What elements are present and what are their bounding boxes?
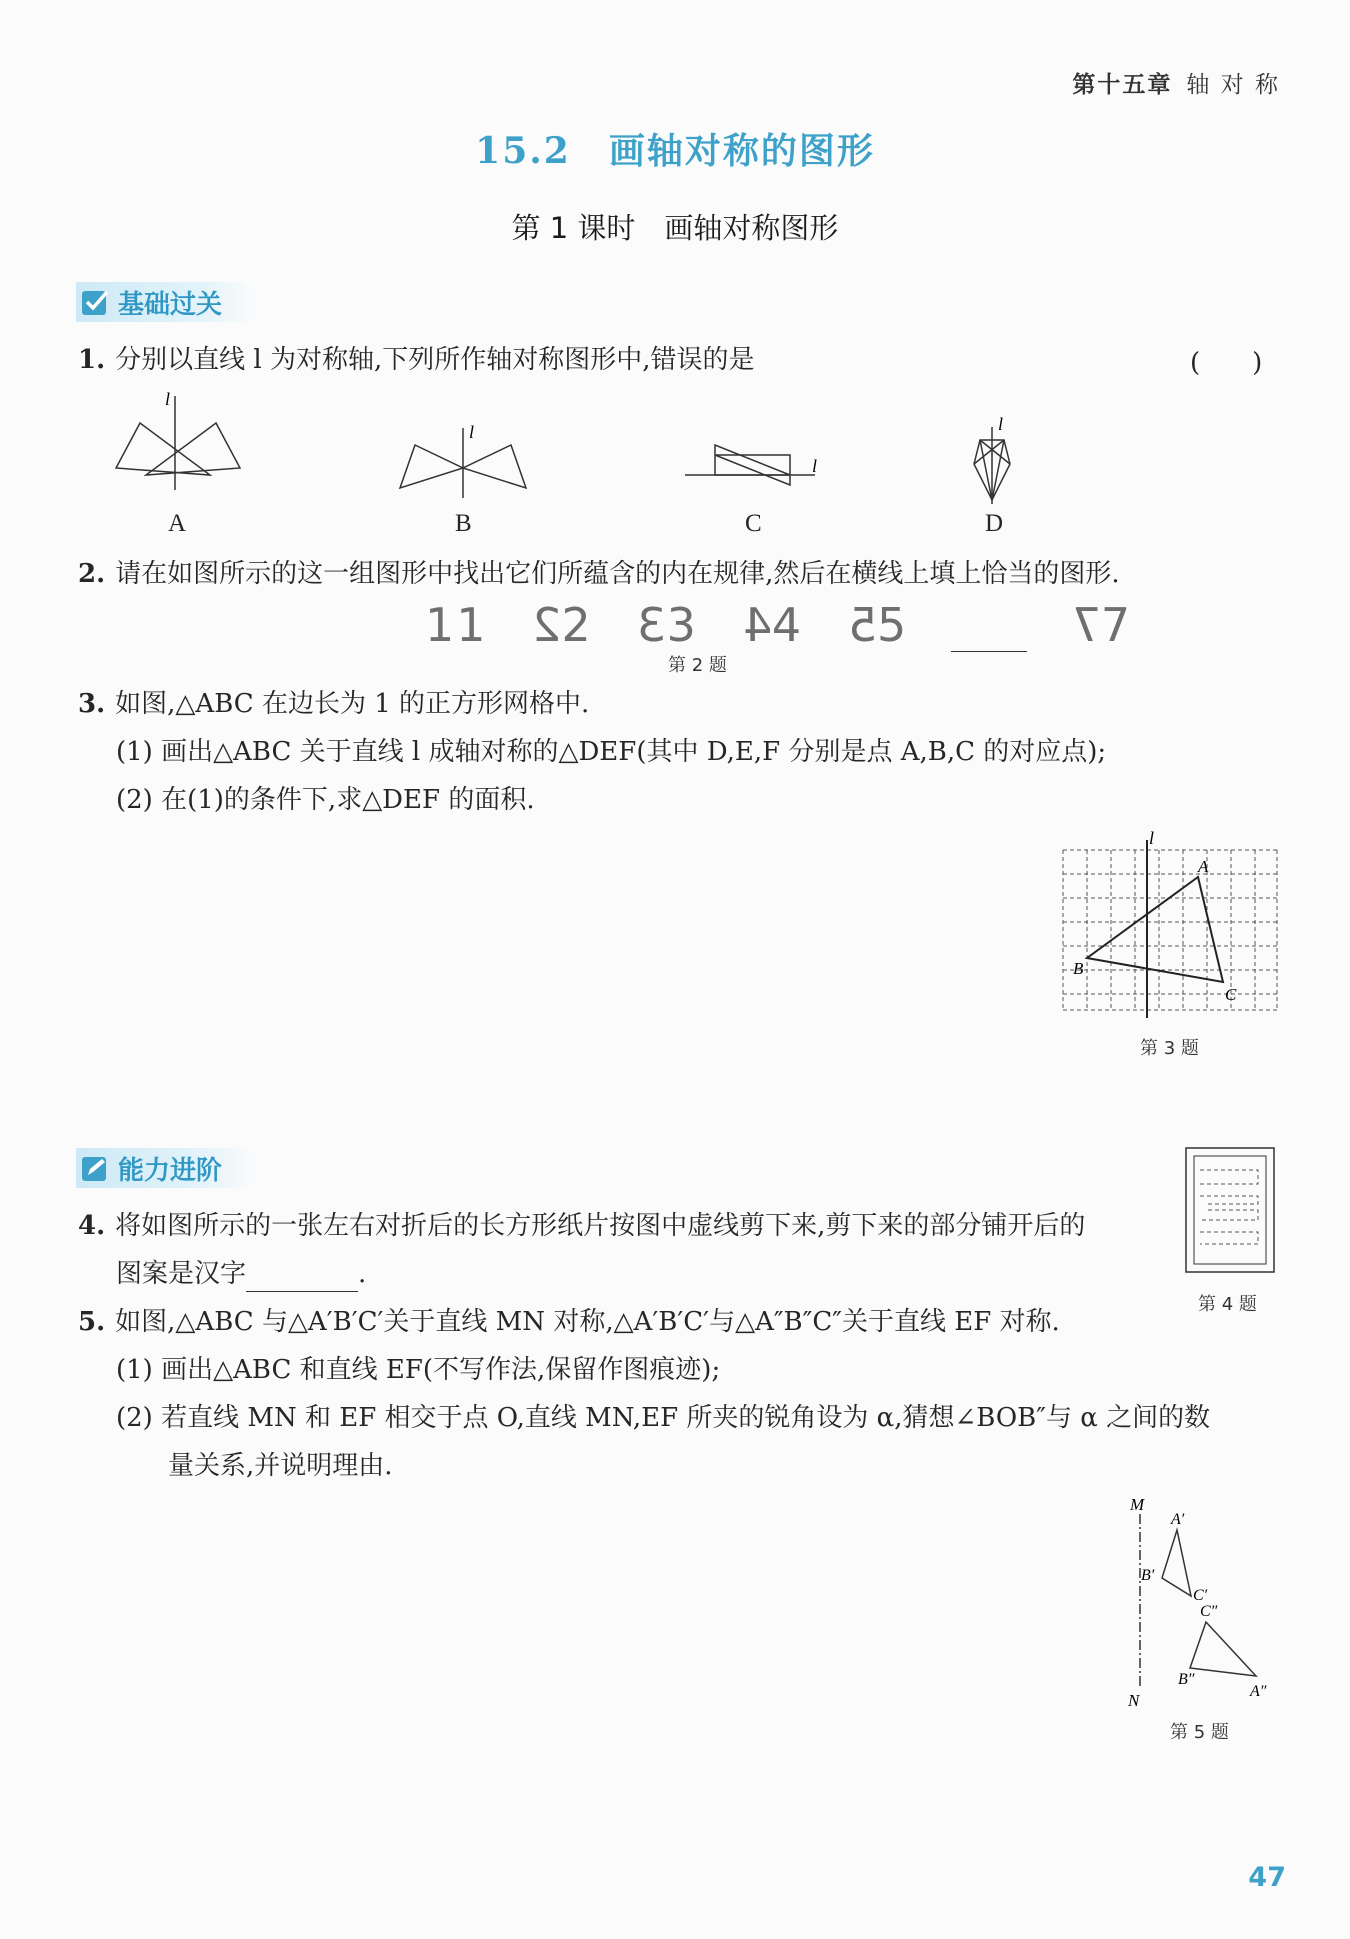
svg-text:l: l	[998, 414, 1004, 434]
answer-blank[interactable]	[246, 1261, 358, 1292]
section-label-advanced: 能力进阶	[118, 1155, 223, 1186]
axis-label-l: l	[165, 389, 171, 409]
svg-text:B: B	[1073, 959, 1084, 978]
svg-text:B′: B′	[1141, 1567, 1155, 1584]
symbol-sequence	[425, 598, 1132, 652]
svg-text:A: A	[1198, 857, 1209, 876]
question-text: 请在如图所示的这一组图形中找出它们所蕴含的内在规律,然后在横线上填上恰当的图形.	[115, 559, 1120, 589]
question-3	[78, 686, 589, 722]
option-a-figure	[110, 388, 250, 493]
question-4	[78, 1208, 1085, 1244]
question-4-line-2	[116, 1256, 366, 1292]
sequence-item-3: 33	[635, 598, 698, 652]
figure-caption-3: 第 3 题	[1140, 1038, 1199, 1059]
sequence-item-5: 55	[845, 598, 909, 652]
svg-text:C′: C′	[1193, 1587, 1208, 1604]
lesson-title: 第 1 课时 画轴对称图形	[511, 211, 839, 245]
svg-text:C″: C″	[1200, 1603, 1218, 1620]
svg-text:C: C	[1225, 985, 1237, 1004]
sequence-item-1: 11	[425, 598, 488, 652]
svg-text:l: l	[1149, 828, 1155, 848]
question-text-end: .	[358, 1259, 367, 1289]
question-text: 分别以直线 l 为对称轴,下列所作轴对称图形中,错误的是	[115, 345, 755, 375]
question-text: 将如图所示的一张左右对折后的长方形纸片按图中虚线剪下来,剪下来的部分铺开后的	[115, 1211, 1086, 1241]
section-badge-basic	[76, 282, 254, 322]
svg-text:N: N	[1128, 1691, 1140, 1710]
option-d-label: D	[985, 510, 1004, 537]
page-number: 47	[1248, 1862, 1286, 1893]
section-label-basic: 基础过关	[118, 289, 223, 320]
folded-paper-figure	[1182, 1144, 1278, 1276]
question-5	[78, 1304, 1060, 1340]
question-5-part-1: (1) 画出△ABC 和直线 EF(不写作法,保留作图痕迹);	[116, 1355, 721, 1385]
chapter-header	[1072, 66, 1280, 99]
section-badge-advanced	[76, 1148, 254, 1188]
question-5-part-2: (2) 若直线 MN 和 EF 相交于点 O,直线 MN,EF 所夹的锐角设为 α,猜想∠BOB″与 α 之间的数	[116, 1403, 1211, 1433]
grid-figure	[1055, 828, 1285, 1018]
svg-text:M: M	[1130, 1495, 1145, 1514]
option-a-label: A	[168, 510, 187, 537]
question-text: 如图,△ABC 与△A′B′C′关于直线 MN 对称,△A′B′C′与△A″B″C″关于直线 EF 对称.	[115, 1307, 1060, 1337]
figure-caption-2: 第 2 题	[668, 655, 727, 676]
figure-caption-5: 第 5 题	[1170, 1722, 1229, 1743]
sequence-item-7: 77	[1069, 598, 1133, 652]
svg-text:A′: A′	[1171, 1511, 1185, 1528]
chapter-name: 轴 对 称	[1186, 72, 1280, 98]
svg-text:B″: B″	[1178, 1671, 1195, 1688]
answer-blank[interactable]	[951, 611, 1027, 652]
checkbox-icon	[80, 287, 110, 317]
sequence-item-4: 44	[740, 598, 804, 652]
option-c-label: C	[745, 510, 762, 537]
question-2	[78, 556, 1120, 592]
option-c-figure	[680, 430, 830, 500]
question-number: 1.	[78, 345, 106, 375]
answer-paren: ( )	[1190, 348, 1263, 378]
svg-text:A″: A″	[1250, 1683, 1267, 1700]
figure-caption-4: 第 4 题	[1198, 1294, 1257, 1315]
question-text: 如图,△ABC 在边长为 1 的正方形网格中.	[115, 689, 590, 719]
question-number: 2.	[78, 559, 106, 589]
chapter-number: 第十五章	[1072, 72, 1173, 98]
reflection-figure	[1120, 1492, 1280, 1712]
svg-text:l: l	[812, 456, 818, 476]
question-5-part-2-cont: 量关系,并说明理由.	[168, 1451, 393, 1481]
question-number: 3.	[78, 689, 106, 719]
question-text: 图案是汉字	[116, 1259, 247, 1289]
svg-text:l: l	[469, 422, 475, 442]
question-number: 5.	[78, 1307, 106, 1337]
question-3-part-2: (2) 在(1)的条件下,求△DEF 的面积.	[116, 785, 535, 815]
question-number: 4.	[78, 1211, 106, 1241]
sequence-item-2: 22	[530, 598, 593, 652]
option-b-figure	[395, 420, 535, 500]
option-b-label: B	[455, 510, 472, 537]
pencil-check-icon	[80, 1153, 110, 1183]
question-3-part-1: (1) 画出△ABC 关于直线 l 成轴对称的△DEF(其中 D,E,F 分别是点 A,B,C 的对应点);	[116, 737, 1107, 767]
option-d-figure	[960, 412, 1030, 507]
section-title: 15.2 画轴对称的图形	[475, 130, 875, 172]
question-1	[78, 342, 755, 378]
